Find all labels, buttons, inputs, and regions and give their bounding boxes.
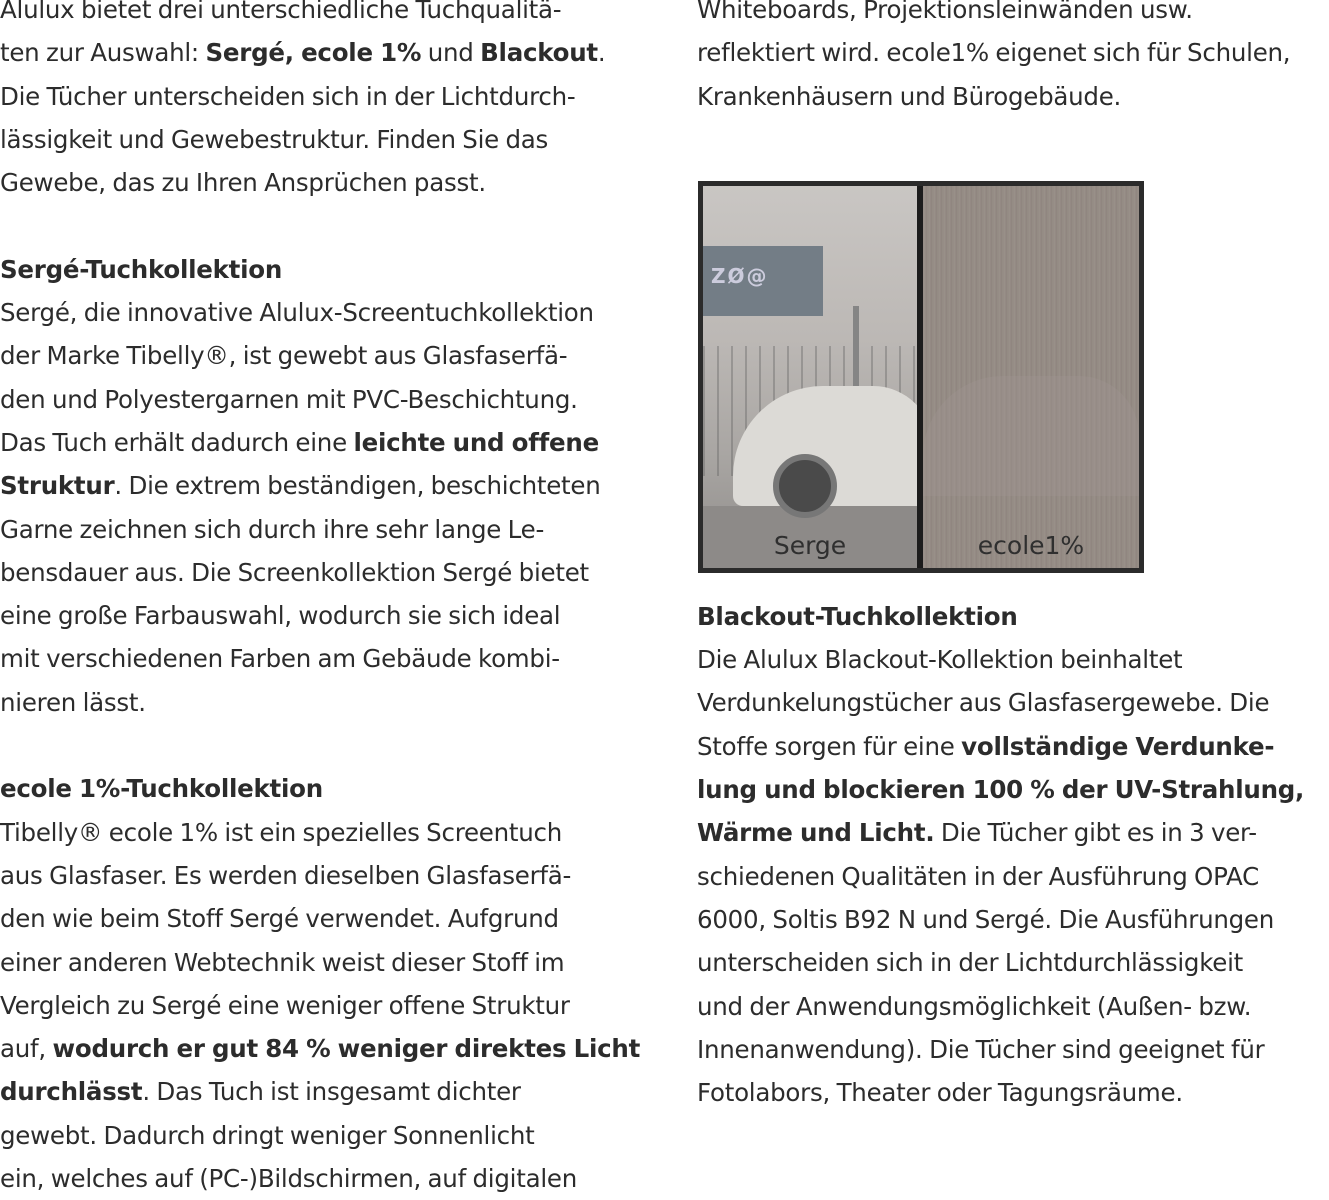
text-segment: Tibelly® ecole 1% ist ein spezielles Screentuch <box>0 817 563 847</box>
serge-paragraph <box>0 291 640 724</box>
text-segment: reflektiert wird. ecole1% eigenet sich für Schulen, <box>697 38 1291 68</box>
text-line <box>0 984 640 1027</box>
text-line <box>0 421 640 464</box>
text-segment: Gewebe, das zu Ihren Ansprüchen passt. <box>0 168 486 198</box>
text-segment: nieren lässt. <box>0 687 146 717</box>
text-line <box>697 898 1329 941</box>
bold-text: Sergé, ecole 1% <box>205 38 422 68</box>
text-segment: den und Polyestergarnen mit PVC-Beschichtung. <box>0 384 578 414</box>
blackout-paragraph <box>697 638 1329 1114</box>
text-segment: der Marke Tibelly®, ist gewebt aus Glasfaserfä- <box>0 341 568 371</box>
text-segment: einer anderen Webtechnik weist dieser Stoff im <box>0 947 565 977</box>
text-line <box>697 1071 1329 1114</box>
text-segment: Krankenhäusern und Bürogebäude. <box>697 81 1122 111</box>
text-line <box>0 0 640 31</box>
text-line <box>697 941 1329 984</box>
text-segment: mit verschiedenen Farben am Gebäude kombi- <box>0 644 560 674</box>
text-segment: Stoffe sorgen für eine <box>697 731 962 761</box>
text-line <box>0 811 640 854</box>
text-line <box>697 75 1329 118</box>
building-sign: ZØ@ <box>711 263 769 288</box>
text-line <box>0 118 640 161</box>
text-segment: gewebt. Dadurch dringt weniger Sonnenlicht <box>0 1120 535 1150</box>
ecole-paragraph <box>0 811 640 1200</box>
text-segment: ten zur Auswahl: <box>0 38 206 68</box>
text-line <box>0 1114 640 1157</box>
bold-text: wodurch er gut 84 % weniger direktes Licht <box>52 1034 641 1064</box>
text-segment: Sergé, die innovative Alulux-Screentuchkollektion <box>0 298 594 328</box>
intro-paragraph <box>0 0 640 204</box>
text-line <box>0 1027 640 1070</box>
text-segment: Die Tücher gibt es in 3 ver- <box>934 818 1257 848</box>
bold-text: lung und blockieren 100 % der UV-Strahlung, <box>697 775 1305 805</box>
ecole-label: ecole1% <box>977 530 1085 560</box>
text-segment: den wie beim Stoff Sergé verwendet. Aufgrund <box>0 904 559 934</box>
text-line <box>0 637 640 680</box>
text-segment: und <box>421 38 481 68</box>
text-line <box>697 725 1329 768</box>
text-line <box>0 508 640 551</box>
text-line <box>0 378 640 421</box>
bold-text: leichte und offene <box>353 427 599 457</box>
text-line <box>697 768 1329 811</box>
text-segment: . <box>597 38 606 68</box>
left-column <box>0 0 640 1200</box>
text-line <box>0 551 640 594</box>
text-segment: auf, <box>0 1034 53 1064</box>
text-segment: eine große Farbauswahl, wodurch sie sich ideal <box>0 601 561 631</box>
text-line <box>697 638 1329 681</box>
bold-text: vollständige Verdunke- <box>961 731 1275 761</box>
text-segment: schiedenen Qualitäten in der Ausführung OPAC <box>697 861 1259 891</box>
text-segment: 6000, Soltis B92 N und Sergé. Die Ausführungen <box>697 904 1275 934</box>
text-line <box>0 464 640 507</box>
bold-text: Blackout <box>480 38 598 68</box>
text-segment: Garne zeichnen sich durch ihre sehr lange Le- <box>0 514 545 544</box>
text-line <box>0 334 640 377</box>
text-segment: Vergleich zu Sergé eine weniger offene Struktur <box>0 990 570 1020</box>
text-line <box>0 1070 640 1113</box>
text-line <box>0 1157 640 1200</box>
text-segment: Die Alulux Blackout-Kollektion beinhaltet <box>697 645 1183 675</box>
text-line <box>0 291 640 334</box>
car-silhouette <box>923 376 1139 496</box>
building-illustration <box>703 246 823 316</box>
serge-heading: Sergé-Tuchkollektion <box>0 254 283 284</box>
text-line <box>697 31 1329 74</box>
text-line <box>697 0 1329 31</box>
text-line <box>0 897 640 940</box>
text-segment: . Das Tuch ist insgesamt dichter <box>142 1077 521 1107</box>
text-line <box>0 681 640 724</box>
text-segment: Die Tücher unterscheiden sich in der Lichtdurch- <box>0 81 576 111</box>
text-segment: Whiteboards, Projektionsleinwänden usw. <box>697 0 1193 24</box>
text-line <box>0 854 640 897</box>
text-segment: lässigkeit und Gewebestruktur. Finden Sie das <box>0 124 549 154</box>
text-segment: und der Anwendungsmöglichkeit (Außen- bzw. <box>697 991 1252 1021</box>
right-column <box>697 0 1329 1114</box>
text-line <box>697 855 1329 898</box>
text-line <box>0 31 640 74</box>
serge-label: Serge <box>773 530 847 560</box>
text-segment: Alulux bietet drei unterschiedliche Tuchqualitä- <box>0 0 562 24</box>
text-segment: unterscheiden sich in der Lichtdurchlässigkeit <box>697 948 1244 978</box>
ecole-fabric-pane <box>923 186 1139 568</box>
text-segment: ein, welches auf (PC-)Bildschirmen, auf digitalen <box>0 1164 577 1194</box>
car-wheel-illustration <box>773 454 837 518</box>
serge-fabric-pane <box>703 186 923 568</box>
text-segment: . Die extrem beständigen, beschichteten <box>114 471 601 501</box>
text-segment: bensdauer aus. Die Screenkollektion Sergé bietet <box>0 557 589 587</box>
text-line <box>697 811 1329 854</box>
text-line <box>697 985 1329 1028</box>
bold-text: Wärme und Licht. <box>697 818 935 848</box>
text-line <box>0 941 640 984</box>
text-segment: aus Glasfaser. Es werden dieselben Glasfaserfä- <box>0 860 572 890</box>
text-segment: Verdunkelungstücher aus Glasfasergewebe. Die <box>697 688 1270 718</box>
bold-text: durchlässt <box>0 1077 143 1107</box>
text-line <box>0 75 640 118</box>
bold-text: Struktur <box>0 471 115 501</box>
ecole-heading: ecole 1%-Tuchkollektion <box>0 774 323 804</box>
blackout-heading: Blackout-Tuchkollektion <box>697 601 1018 631</box>
text-segment: Innenanwendung). Die Tücher sind geeignet für <box>697 1034 1265 1064</box>
text-segment: Das Tuch erhält dadurch eine <box>0 427 354 457</box>
text-line <box>697 681 1329 724</box>
text-line <box>0 594 640 637</box>
text-segment: Fotolabors, Theater oder Tagungsräume. <box>697 1078 1183 1108</box>
text-line <box>0 161 640 204</box>
text-line <box>697 1028 1329 1071</box>
ecole-paragraph-continued <box>697 0 1329 118</box>
fabric-comparison-photo <box>698 181 1144 573</box>
fabric-comparison-figure <box>697 118 1329 595</box>
